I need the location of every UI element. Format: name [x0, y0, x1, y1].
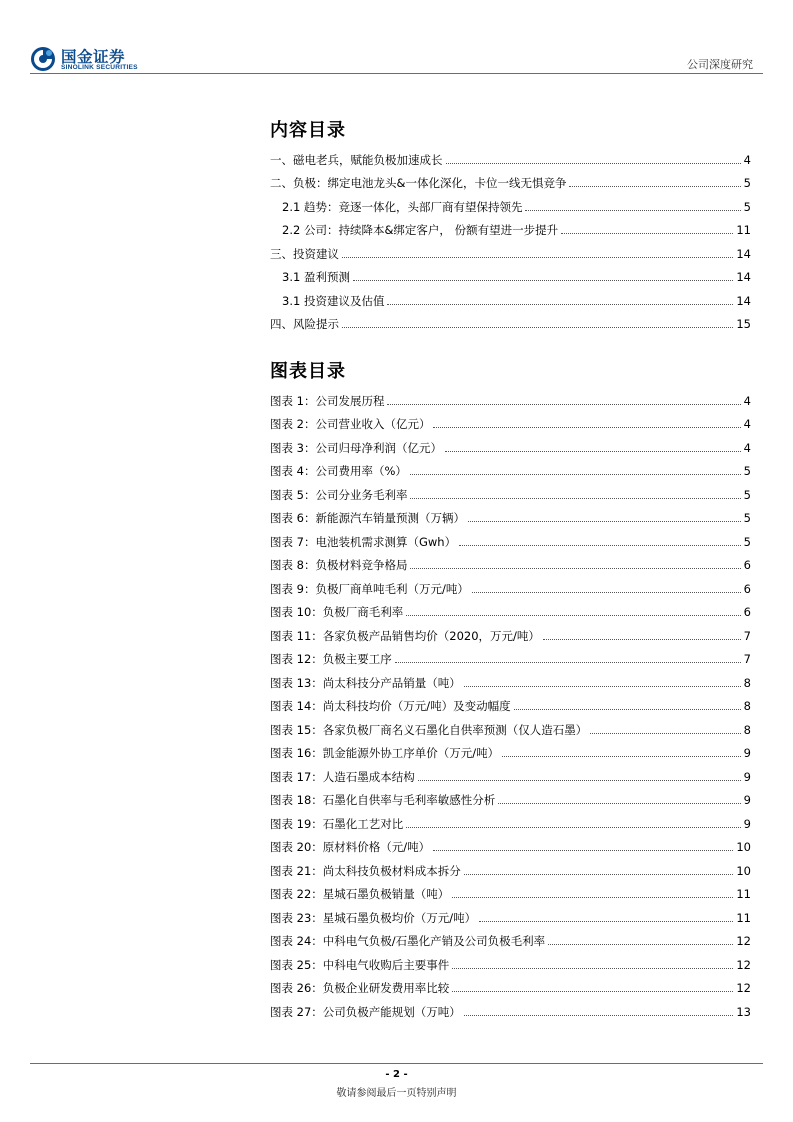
figure-entry[interactable]	[270, 526, 751, 550]
dot-leader	[342, 327, 733, 328]
figure-entry-page-number: 5	[743, 487, 751, 502]
toc-entry-label: 3.1 盈利预测	[282, 270, 350, 284]
dot-leader	[464, 874, 734, 875]
dot-leader	[569, 186, 740, 187]
figure-entry[interactable]	[270, 667, 751, 691]
figure-entry-label: 图表 13：尚太科技分产品销量（吨）	[270, 675, 461, 690]
dot-leader	[464, 686, 741, 687]
figure-entry-label: 图表 2：公司营业收入（亿元）	[270, 417, 431, 431]
toc-entry[interactable]	[270, 144, 751, 168]
dot-leader	[498, 803, 740, 804]
dot-leader	[410, 568, 740, 569]
figure-entry-label: 图表 12：负极主要工序	[270, 652, 392, 666]
dot-leader	[445, 451, 741, 452]
figure-entry-label: 图表 18：石墨化自供率与毛利率敏感性分析	[270, 793, 496, 807]
figure-entry-page-number: 5	[743, 534, 751, 549]
figure-entry[interactable]	[270, 902, 751, 926]
dot-leader	[590, 733, 740, 734]
figure-entry-label: 图表 14：尚太科技均价（万元/吨）及变动幅度	[270, 699, 511, 713]
dot-leader	[525, 210, 740, 211]
dot-leader	[406, 827, 740, 828]
toc-entry-label: 3.1 投资建议及估值	[282, 293, 385, 308]
dot-leader	[561, 233, 733, 234]
figure-entry[interactable]	[270, 691, 751, 715]
figure-entry[interactable]	[270, 761, 751, 785]
brand-logo	[30, 44, 160, 76]
toc-entry-page-number: 14	[736, 293, 751, 308]
figure-entry[interactable]	[270, 949, 751, 973]
dot-leader	[464, 1015, 734, 1016]
dot-leader	[433, 850, 733, 851]
figure-entry[interactable]	[270, 996, 751, 1020]
toc-entry-label: 二、负极：绑定电池龙头&一体化深化，卡位一线无惧竞争	[270, 176, 567, 190]
toc-entry-label: 2.1 趋势：竞逐一体化，头部厂商有望保持领先	[282, 199, 523, 214]
dot-leader	[543, 639, 741, 640]
toc-entry-page-number: 11	[736, 223, 751, 237]
toc-entry-page-number: 4	[743, 152, 751, 167]
figure-entry-label: 图表 25：中科电气收购后主要事件	[270, 957, 450, 972]
report-type-label: 公司深度研究	[687, 58, 753, 71]
dot-leader	[342, 257, 733, 258]
toc-entry[interactable]	[270, 191, 751, 215]
figure-entry-label: 图表 6：新能源汽车销量预测（万辆）	[270, 511, 465, 525]
toc-entry-page-number: 14	[736, 246, 751, 261]
toc-entry-page-number: 15	[736, 317, 751, 331]
figure-entry[interactable]	[270, 926, 751, 950]
figure-entry[interactable]	[270, 456, 751, 480]
dot-leader	[472, 592, 741, 593]
dot-leader	[479, 921, 733, 922]
figure-entry-page-number: 12	[736, 934, 751, 948]
figure-entry[interactable]	[270, 432, 751, 456]
figure-entry[interactable]	[270, 808, 751, 832]
figure-entry-page-number: 6	[743, 605, 751, 619]
toc-entry-label: 一、磁电老兵，赋能负极加速成长	[270, 152, 443, 167]
toc-entry[interactable]	[270, 238, 751, 262]
toc-entry[interactable]	[270, 309, 751, 333]
figure-entry-page-number: 9	[743, 746, 751, 760]
figure-entry-page-number: 13	[736, 1004, 751, 1019]
dot-leader	[459, 545, 741, 546]
figure-list	[270, 385, 751, 1020]
figure-entry-page-number: 6	[743, 581, 751, 596]
figure-entry-page-number: 8	[743, 675, 751, 690]
figure-entry[interactable]	[270, 597, 751, 621]
toc-entry-label: 三、投资建议	[270, 246, 339, 261]
figure-entry-label: 图表 17：人造石墨成本结构	[270, 769, 415, 784]
dot-leader	[406, 615, 740, 616]
dot-leader	[452, 897, 733, 898]
figure-entry-label: 图表 1：公司发展历程	[270, 393, 385, 408]
dot-leader	[452, 991, 733, 992]
dot-leader	[418, 780, 741, 781]
dot-leader	[395, 662, 741, 663]
figure-entry[interactable]	[270, 550, 751, 574]
page-number: - 2 -	[385, 1069, 408, 1080]
figure-entry-label: 图表 26：负极企业研发费用率比较	[270, 981, 450, 995]
sinolink-logo-icon	[30, 46, 56, 72]
figure-list-title: 图表目录	[270, 361, 346, 382]
figure-entry-page-number: 10	[736, 863, 751, 878]
figure-entry-page-number: 11	[736, 887, 751, 901]
page-header	[0, 0, 793, 80]
figure-entry-label: 图表 27：公司负极产能规划（万吨）	[270, 1004, 461, 1019]
figure-entry-page-number: 7	[743, 652, 751, 666]
dot-leader	[387, 404, 740, 405]
footer-divider	[30, 1063, 763, 1064]
figure-entry[interactable]	[270, 879, 751, 903]
figure-entry-label: 图表 15：各家负极厂商名义石墨化自供率预测（仅人造石墨）	[270, 722, 588, 737]
toc-entry-page-number: 14	[736, 270, 751, 284]
figure-entry-page-number: 4	[743, 440, 751, 455]
figure-entry[interactable]	[270, 573, 751, 597]
figure-entry[interactable]	[270, 714, 751, 738]
figure-entry-label: 图表 20：原材料价格（元/吨）	[270, 840, 431, 854]
figure-entry[interactable]	[270, 620, 751, 644]
figure-entry-label: 图表 19：石墨化工艺对比	[270, 816, 404, 831]
dot-leader	[468, 521, 741, 522]
toc-entry-label: 2.2 公司：持续降本&绑定客户， 份额有望进一步提升	[282, 223, 559, 237]
figure-entry-page-number: 5	[743, 511, 751, 525]
toc-entry-label: 四、风险提示	[270, 317, 339, 331]
figure-entry-label: 图表 5：公司分业务毛利率	[270, 487, 408, 502]
dot-leader	[446, 163, 741, 164]
toc-entry[interactable]	[270, 168, 751, 192]
figure-entry[interactable]	[270, 385, 751, 409]
toc-title: 内容目录	[270, 120, 346, 141]
figure-entry-label: 图表 8：负极材料竞争格局	[270, 558, 408, 572]
figure-entry[interactable]	[270, 503, 751, 527]
figure-entry-page-number: 12	[736, 957, 751, 972]
dot-leader	[410, 498, 740, 499]
figure-entry[interactable]	[270, 409, 751, 433]
figure-entry-page-number: 12	[736, 981, 751, 995]
figure-entry-page-number: 11	[736, 910, 751, 925]
figure-entry-label: 图表 9：负极厂商单吨毛利（万元/吨）	[270, 581, 469, 596]
figure-entry-label: 图表 22：星城石墨负极销量（吨）	[270, 887, 450, 901]
logo-chinese-name: 国金证券	[61, 48, 126, 66]
dot-leader	[514, 709, 741, 710]
figure-entry-page-number: 7	[743, 628, 751, 643]
disclaimer-note: 敬请参阅最后一页特别声明	[336, 1088, 457, 1099]
dot-leader	[387, 304, 733, 305]
figure-entry-label: 图表 21：尚太科技负极材料成本拆分	[270, 863, 461, 878]
logo-english-name: SINOLINK SECURITIES	[61, 64, 138, 71]
figure-entry-label: 图表 4：公司费用率（%）	[270, 464, 407, 478]
figure-entry-label: 图表 7：电池装机需求测算（Gwh）	[270, 534, 457, 549]
figure-entry-page-number: 9	[743, 793, 751, 807]
dot-leader	[548, 944, 733, 945]
figure-entry-page-number: 4	[743, 417, 751, 431]
figure-entry-label: 图表 23：星城石墨负极均价（万元/吨）	[270, 910, 477, 925]
figure-entry-label: 图表 10：负极厂商毛利率	[270, 605, 404, 619]
toc-entry[interactable]	[270, 262, 751, 286]
figure-entry-label: 图表 16：凯金能源外协工序单价（万元/吨）	[270, 746, 500, 760]
figure-entry-page-number: 8	[743, 722, 751, 737]
toc-entry-page-number: 5	[743, 176, 751, 190]
dot-leader	[353, 280, 733, 281]
figure-entry-label: 图表 3：公司归母净利润（亿元）	[270, 440, 442, 455]
dot-leader	[410, 474, 741, 475]
toc-entry[interactable]	[270, 285, 751, 309]
dot-leader	[433, 427, 740, 428]
figure-entry-page-number: 9	[743, 769, 751, 784]
figure-entry[interactable]	[270, 738, 751, 762]
figure-entry-page-number: 5	[743, 464, 751, 478]
figure-entry-label: 图表 24：中科电气负极/石墨化产销及公司负极毛利率	[270, 934, 546, 948]
dot-leader	[502, 756, 741, 757]
figure-entry[interactable]	[270, 479, 751, 503]
figure-entry-page-number: 10	[736, 840, 751, 854]
figure-entry-page-number: 9	[743, 816, 751, 831]
header-divider	[30, 73, 763, 74]
figure-entry-label: 图表 11：各家负极产品销售均价（2020，万元/吨）	[270, 628, 540, 643]
figure-entry[interactable]	[270, 832, 751, 856]
figure-entry[interactable]	[270, 855, 751, 879]
figure-entry[interactable]	[270, 973, 751, 997]
dot-leader	[452, 968, 733, 969]
figure-entry-page-number: 8	[743, 699, 751, 713]
figure-entry[interactable]	[270, 644, 751, 668]
toc-list	[270, 144, 751, 332]
figure-entry-page-number: 6	[743, 558, 751, 572]
toc-entry[interactable]	[270, 215, 751, 239]
figure-entry[interactable]	[270, 785, 751, 809]
toc-entry-page-number: 5	[743, 199, 751, 214]
figure-entry-page-number: 4	[743, 393, 751, 408]
